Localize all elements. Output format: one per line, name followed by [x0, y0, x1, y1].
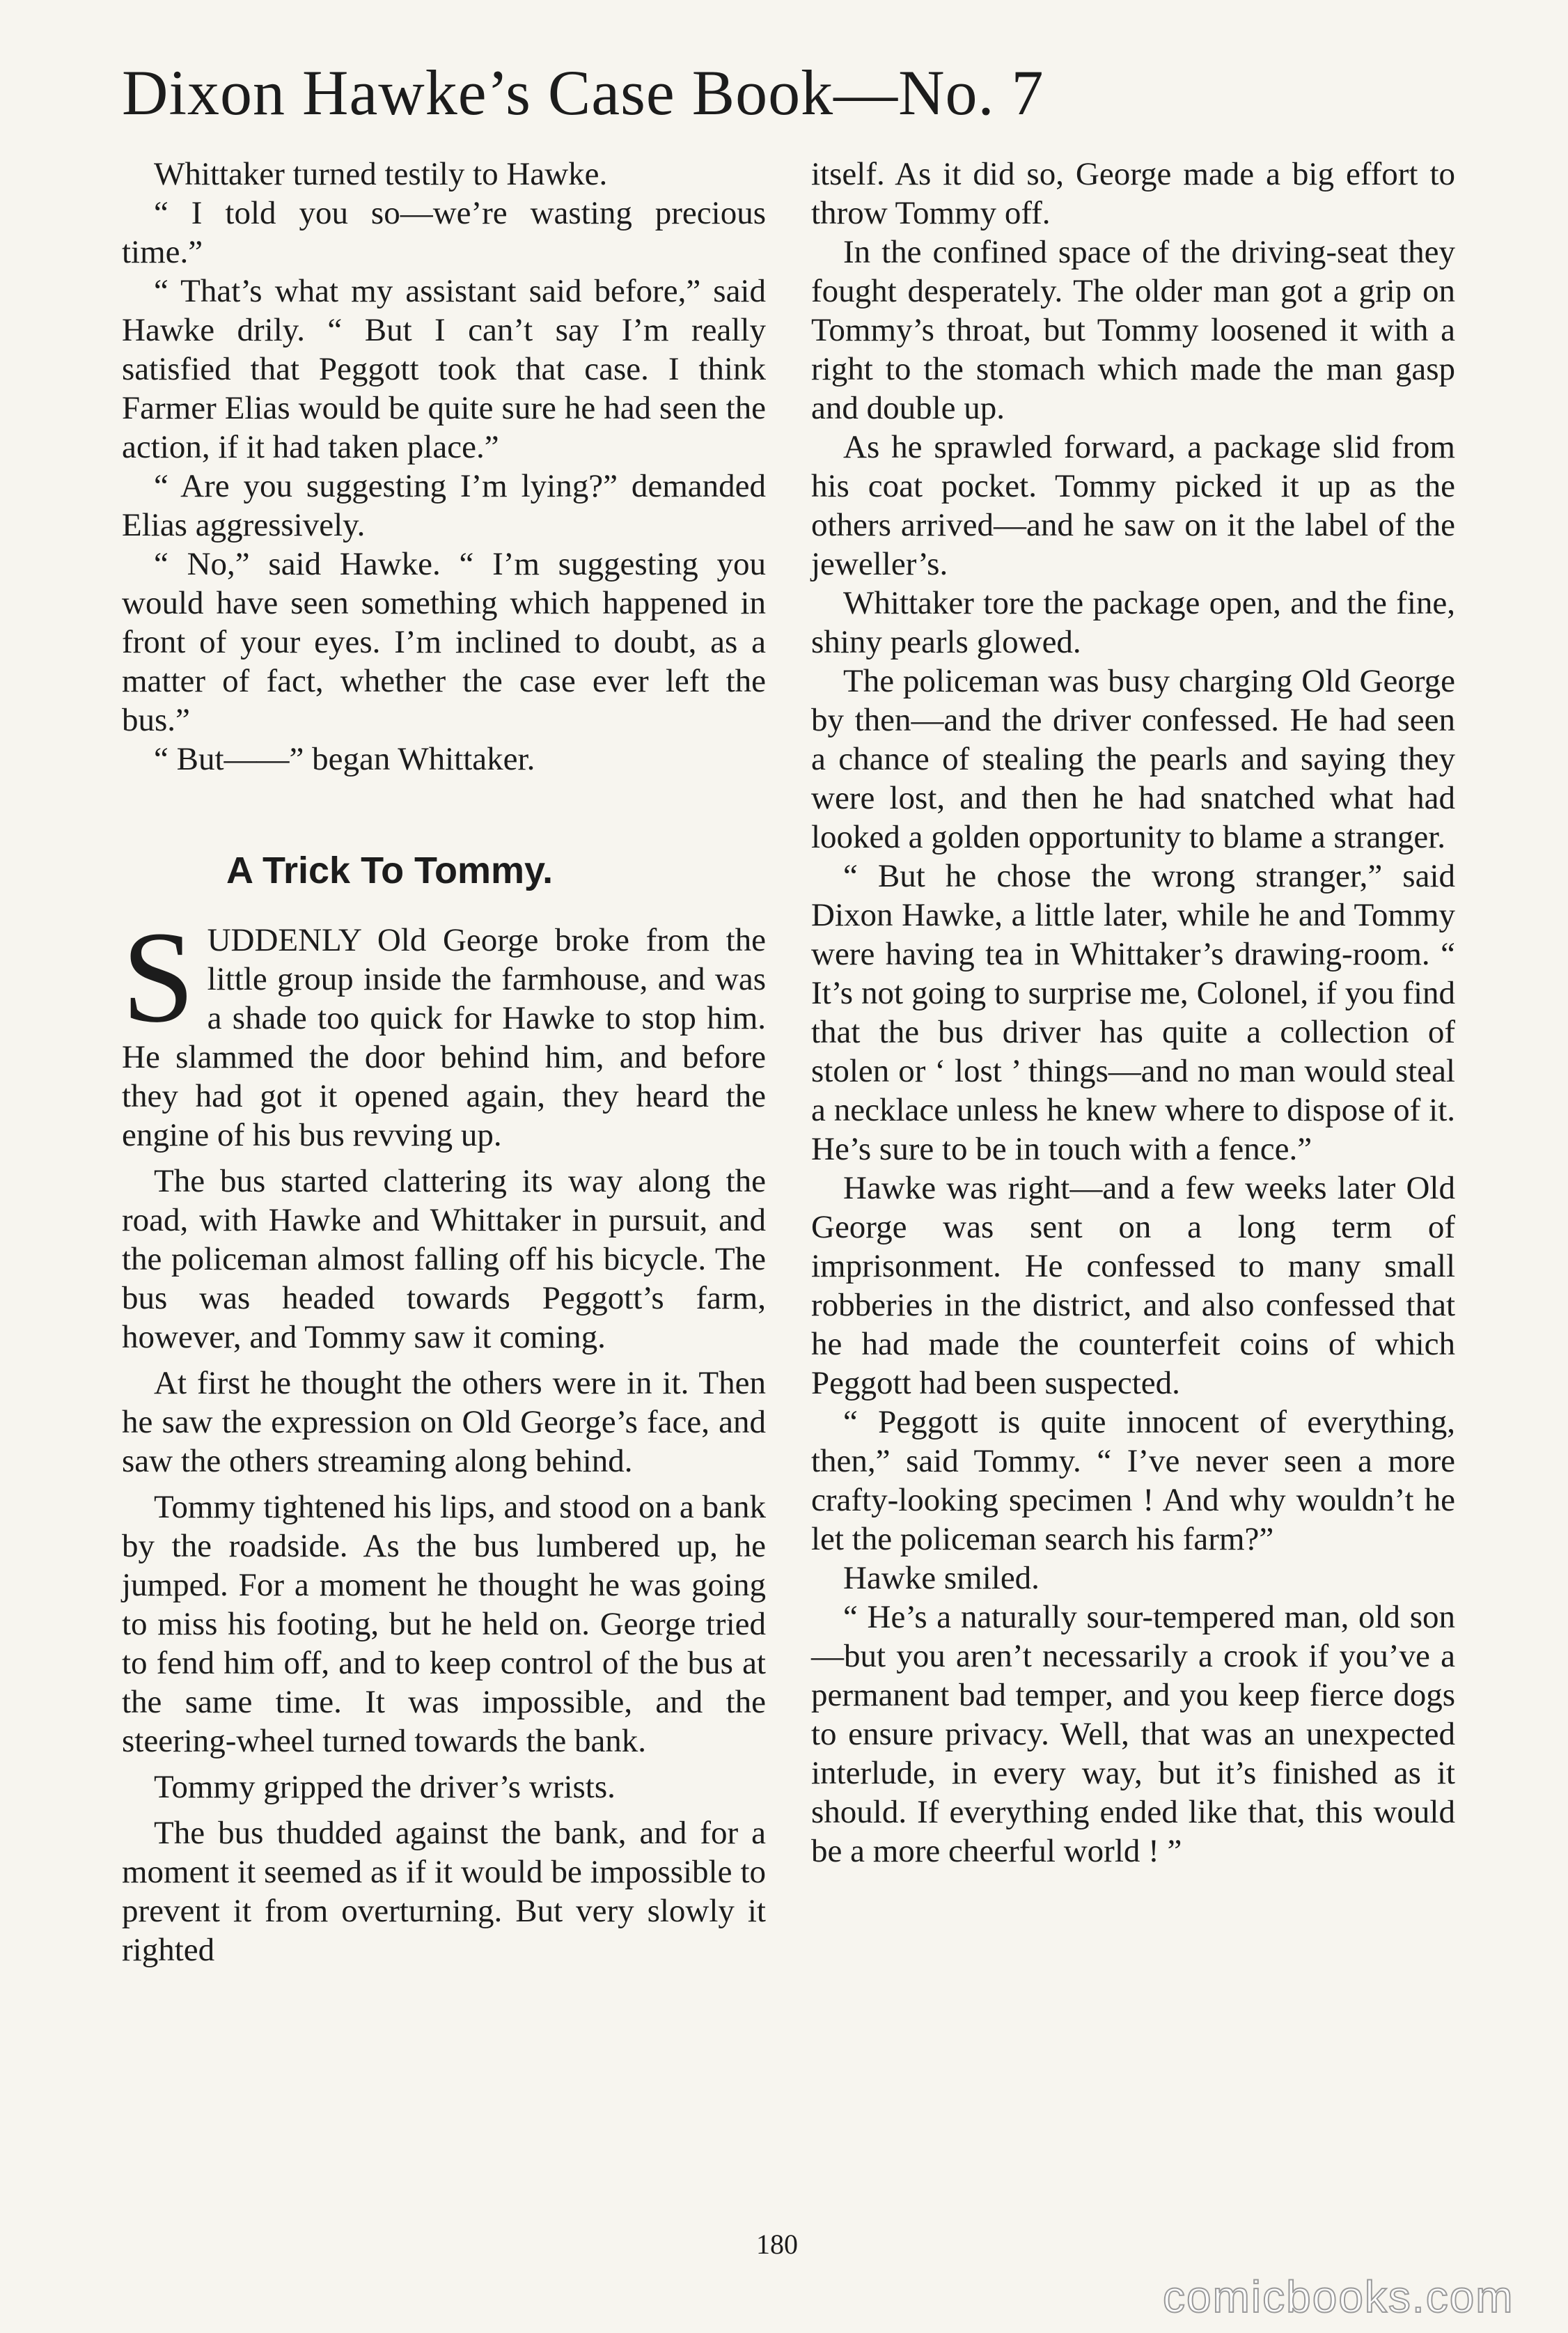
page-title: Dixon Hawke’s Case Book—No. 7 — [122, 57, 1044, 128]
paragraph: “ That’s what my assistant said before,” said Hawke drily. “ But I can’t say I’m really satisfied that Peggott took that case. I think Farmer Elias would be quite sure he had seen the action, if it had taken place.” — [122, 273, 766, 465]
paragraph: Whittaker turned testily to Hawke. — [154, 156, 608, 192]
paragraph: As he sprawled forward, a package slid from his coat pocket. Tommy picked it up as the others arrived—and he saw on it the label of the jeweller’s. — [811, 429, 1455, 582]
paragraph: The bus thudded against the bank, and for a moment it seemed as if it would be impossible to prevent it from overturning. But very slowly it righted — [122, 1815, 766, 1968]
paragraph: “ Peggott is quite innocent of everything, then,” said Tommy. “ I’ve never seen a more crafty-looking specimen ! And why wouldn’t he let the policeman search his farm?” — [811, 1404, 1455, 1557]
paragraph: Tommy tightened his lips, and stood on a bank by the roadside. As the bus lumbered up, he jumped. For a moment he thought he was going to miss his footing, but he held on. George tried to fend him off, and to keep control of the bus at the same time. It was impossible, and the steering-wheel turned towards the bank. — [122, 1489, 766, 1759]
paragraph: Hawke was right—and a few weeks later Old George was sent on a long term of imprisonment. He confessed to many small robberies in the district, and also confessed that he had made the counterfeit coins of which Peggott had been suspected. — [811, 1170, 1455, 1401]
drop-cap-paragraph — [122, 904, 766, 1155]
paragraph: The policeman was busy charging Old George by then—and the driver confessed. He had seen a chance of stealing the pearls and saying they were lost, and then he had snatched what had looked a golden opportunity to blame a stranger. — [811, 663, 1455, 855]
left-column — [122, 155, 766, 1969]
paragraph: “ Are you suggesting I’m lying?” demanded Elias aggressively. — [122, 468, 766, 543]
paragraph: itself. As it did so, George made a big effort to throw Tommy off. — [811, 156, 1455, 231]
watermark-logo: comicbooks.com — [1163, 2272, 1514, 2322]
paragraph: “ No,” said Hawke. “ I’m suggesting you would have seen something which happened in front of your eyes. I’m inclined to doubt, as a matter of fact, whether the case ever left the bus.” — [122, 546, 766, 738]
paragraph: At first he thought the others were in it. Then he saw the expression on Old George’s face, and saw the others streaming along behind. — [122, 1365, 766, 1479]
paragraph: Tommy gripped the driver’s wrists. — [154, 1769, 616, 1805]
paragraph: In the confined space of the driving-seat they fought desperately. The older man got a grip on Tommy’s throat, but Tommy loosened it with a right to the stomach which made the man gasp and double up. — [811, 234, 1455, 426]
paragraph: The bus started clattering its way along the road, with Hawke and Whittaker in pursuit, and the policeman almost falling off his bicycle. The bus was headed towards Peggott’s farm, however, and Tommy saw it coming. — [122, 1163, 766, 1355]
page-number: 180 — [756, 2229, 798, 2260]
paragraph: Hawke smiled. — [843, 1560, 1040, 1596]
right-column — [811, 155, 1455, 1871]
paragraph: “ But he chose the wrong stranger,” said Dixon Hawke, a little later, while he and Tommy were having tea in Whittaker’s drawing-room. “ It’s not going to surprise me, Colonel, if you find that the bus driver has quite a collection of stolen or ‘ lost ’ things—and no man would steal a necklace unless he knew where to dispose of it. He’s sure to be in touch with a fence.” — [811, 858, 1455, 1167]
paragraph: “ He’s a naturally sour-tempered man, old son—but you aren’t necessarily a crook if you’ve a permanent bad temper, and you keep fierce dogs to ensure privacy. Well, that was an unexpected interlude, in every way, but it’s finished as it should. If everything ended like that, this would be a more cheerful world ! ” — [811, 1599, 1455, 1869]
paragraph: Whittaker tore the package open, and the fine, shiny pearls glowed. — [811, 585, 1455, 660]
drop-cap-letter: S — [122, 904, 195, 1050]
paragraph: “ I told you so—we’re wasting precious time.” — [122, 195, 766, 270]
drop-cap-paragraph-text: UDDENLY Old George broke from the little group inside the farmhouse, and was a shade too quick for Hawke to stop him. He slammed the door behind him, and before they had got it opened again, they heard the engine of his bus revving up. — [122, 922, 766, 1153]
section-subheading: A Trick To Tommy. — [226, 850, 554, 891]
paragraph: “ But——” began Whittaker. — [154, 741, 535, 777]
